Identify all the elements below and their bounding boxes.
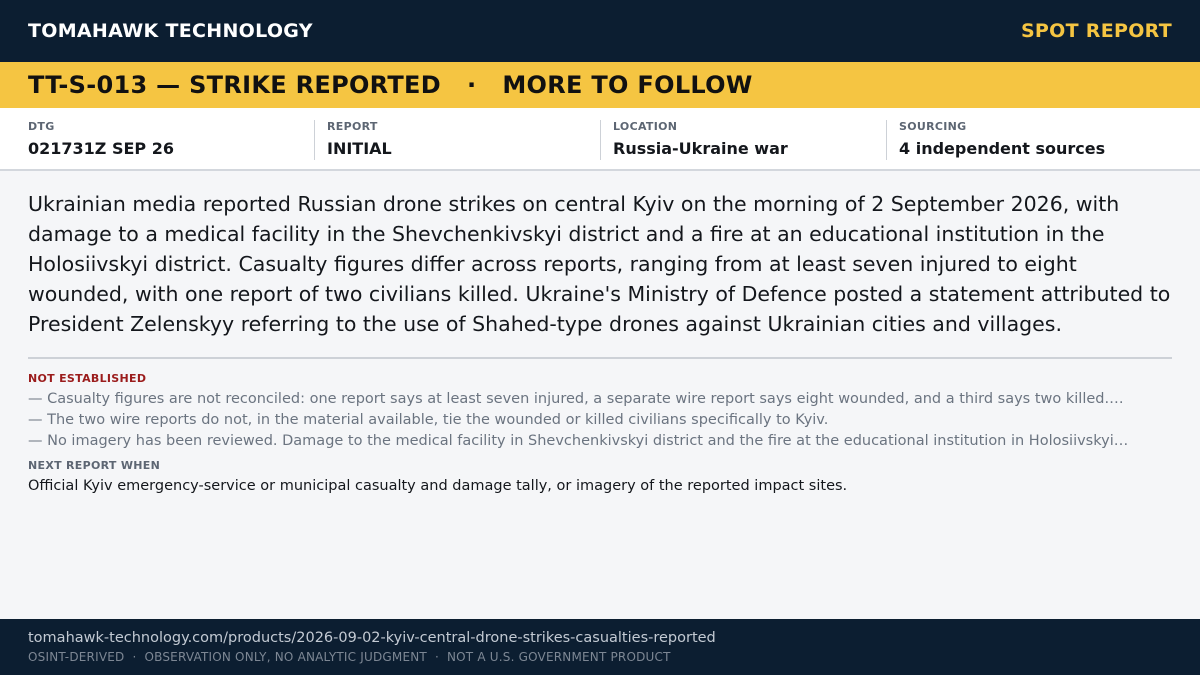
meta-label: LOCATION	[613, 120, 678, 133]
footer	[0, 619, 1200, 675]
headline-banner	[0, 62, 1200, 108]
meta-report	[314, 120, 600, 160]
list-item: — Casualty figures are not reconciled: one report says at least seven injured, a separate wire report says eight wounded, and a third says two killed.…	[28, 391, 1124, 407]
meta-value: 021731Z SEP 26	[28, 139, 174, 158]
headline-separator: ·	[466, 71, 477, 99]
list-item: — No imagery has been reviewed. Damage to the medical facility in Shevchenkivskyi district and the fire at the educational institution in Holosiivskyi…	[28, 433, 1129, 449]
meta-value: Russia-Ukraine war	[613, 139, 788, 158]
footer-tags	[28, 650, 1172, 664]
tag-separator: ·	[434, 650, 439, 664]
report-type-label: SPOT REPORT	[1020, 20, 1172, 42]
meta-label: DTG	[28, 120, 55, 133]
meta-value: INITIAL	[327, 139, 392, 158]
meta-location	[600, 120, 886, 160]
tag-separator: ·	[132, 650, 137, 664]
headline-title: TT-S-013 — STRIKE REPORTED	[28, 71, 441, 99]
report-summary: Ukrainian media reported Russian drone strikes on central Kyiv on the morning of 2 September 2026, with damage to a medical facility in the Shevchenkivskyi district and a fire at an educational institution in the Holosiivskyi district. Casualty figures differ across reports, ranging from at least seven injured to eight wounded, with one report of two civilians killed. Ukraine's Ministry of Defence posted a statement attributed to President Zelenskyy referring to the use of Shahed-type drones against Ukrainian cities and villages.	[28, 192, 1171, 336]
section-divider	[28, 357, 1172, 359]
metadata-strip	[0, 108, 1200, 171]
next-report-heading: NEXT REPORT WHEN	[28, 459, 161, 472]
next-report-text: Official Kyiv emergency-service or municipal casualty and damage tally, or imagery of the reported impact sites.	[28, 478, 848, 494]
brand-name: TOMAHAWK TECHNOLOGY	[28, 20, 313, 42]
list-item: — The two wire reports do not, in the material available, tie the wounded or killed civilians specifically to Kyiv.	[28, 412, 829, 428]
top-bar	[0, 0, 1200, 62]
meta-sourcing	[886, 120, 1172, 160]
meta-value: 4 independent sources	[899, 139, 1106, 158]
meta-label: SOURCING	[899, 120, 967, 133]
source-url[interactable]: tomahawk-technology.com/products/2026-09-02-kyiv-central-drone-strikes-casualties-reported	[28, 630, 716, 646]
footer-tag: OBSERVATION ONLY, NO ANALYTIC JUDGMENT	[144, 650, 427, 664]
footer-tag: OSINT-DERIVED	[28, 650, 125, 664]
meta-dtg	[28, 120, 314, 160]
not-established-list	[28, 389, 1172, 452]
meta-label: REPORT	[327, 120, 378, 133]
footer-tag: NOT A U.S. GOVERNMENT PRODUCT	[446, 650, 671, 664]
headline-status: MORE TO FOLLOW	[502, 71, 753, 99]
not-established-heading: NOT ESTABLISHED	[28, 372, 147, 385]
